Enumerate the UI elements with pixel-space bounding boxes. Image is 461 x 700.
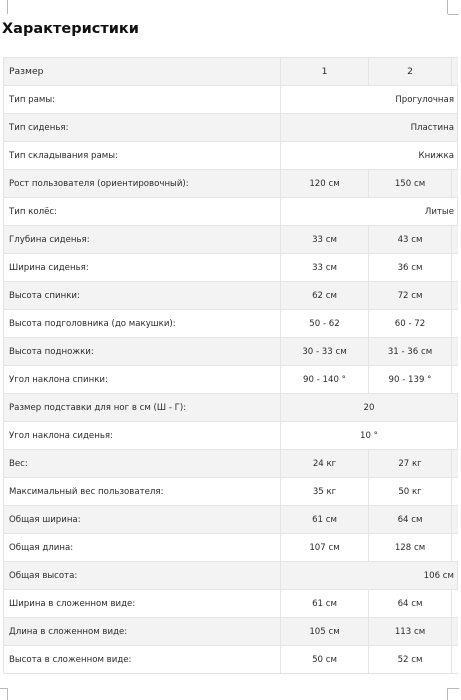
table-row bbox=[4, 590, 458, 618]
row-label: Высота подголовника (до макушки): bbox=[4, 310, 281, 338]
header-label: Размер bbox=[4, 58, 281, 86]
row-edge-cell bbox=[452, 506, 458, 534]
row-value-size-2: 60 - 72 bbox=[369, 310, 452, 338]
row-value-size-1: 35 кг bbox=[281, 478, 369, 506]
row-label: Ширина сиденья: bbox=[4, 254, 281, 282]
row-value-size-1: 50 см bbox=[281, 646, 369, 674]
row-value-all-sizes: Книжка bbox=[281, 142, 458, 170]
table-row bbox=[4, 506, 458, 534]
table-row bbox=[4, 254, 458, 282]
row-value-all-sizes: 10 ° bbox=[281, 422, 458, 450]
table-row bbox=[4, 646, 458, 674]
row-label: Тип сиденья: bbox=[4, 114, 281, 142]
table-row bbox=[4, 422, 458, 450]
row-label: Угол наклона спинки: bbox=[4, 366, 281, 394]
row-value-size-1: 61 см bbox=[281, 506, 369, 534]
row-label: Рост пользователя (ориентировочный): bbox=[4, 170, 281, 198]
row-edge-cell bbox=[452, 254, 458, 282]
header-edge-cell bbox=[452, 58, 458, 86]
row-value-size-1: 61 см bbox=[281, 590, 369, 618]
row-value-size-2: 64 см bbox=[369, 590, 452, 618]
table-row bbox=[4, 394, 458, 422]
row-value-size-1: 105 см bbox=[281, 618, 369, 646]
row-edge-cell bbox=[452, 282, 458, 310]
specs-table bbox=[3, 57, 458, 674]
row-value-all-sizes: Пластина bbox=[281, 114, 458, 142]
table-row bbox=[4, 450, 458, 478]
header-size-1: 1 bbox=[281, 58, 369, 86]
row-value-size-1: 107 см bbox=[281, 534, 369, 562]
row-value-all-sizes: Прогулочная bbox=[281, 86, 458, 114]
row-label: Глубина сиденья: bbox=[4, 226, 281, 254]
row-label: Максимальный вес пользователя: bbox=[4, 478, 281, 506]
crop-mark-bottom-left bbox=[7, 688, 8, 700]
table-row bbox=[4, 170, 458, 198]
row-value-size-1: 33 см bbox=[281, 254, 369, 282]
row-edge-cell bbox=[452, 170, 458, 198]
crop-mark-top-right-h bbox=[448, 14, 459, 15]
row-value-size-1: 30 - 33 см bbox=[281, 338, 369, 366]
row-edge-cell bbox=[452, 366, 458, 394]
row-value-size-1: 90 - 140 ° bbox=[281, 366, 369, 394]
row-edge-cell bbox=[452, 338, 458, 366]
row-value-size-2: 31 - 36 см bbox=[369, 338, 452, 366]
crop-mark-bottom-right bbox=[447, 688, 448, 700]
row-value-size-2: 72 см bbox=[369, 282, 452, 310]
crop-mark-bottom-right-h bbox=[448, 688, 459, 689]
crop-mark-top-right bbox=[447, 0, 448, 14]
row-value-all-sizes: 106 см bbox=[281, 562, 458, 590]
row-value-size-1: 50 - 62 bbox=[281, 310, 369, 338]
table-row bbox=[4, 366, 458, 394]
row-edge-cell bbox=[452, 478, 458, 506]
row-label: Ширина в сложенном виде: bbox=[4, 590, 281, 618]
row-edge-cell bbox=[452, 590, 458, 618]
row-value-size-2: 52 см bbox=[369, 646, 452, 674]
row-edge-cell bbox=[452, 310, 458, 338]
row-value-size-1: 120 см bbox=[281, 170, 369, 198]
row-label: Общая ширина: bbox=[4, 506, 281, 534]
row-label: Высота в сложенном виде: bbox=[4, 646, 281, 674]
row-value-size-1: 62 см bbox=[281, 282, 369, 310]
row-edge-cell bbox=[452, 618, 458, 646]
table-row bbox=[4, 226, 458, 254]
table-row bbox=[4, 86, 458, 114]
row-label: Угол наклона сиденья: bbox=[4, 422, 281, 450]
row-label: Вес: bbox=[4, 450, 281, 478]
row-value-size-2: 150 см bbox=[369, 170, 452, 198]
row-value-size-2: 113 см bbox=[369, 618, 452, 646]
row-value-size-2: 27 кг bbox=[369, 450, 452, 478]
row-edge-cell bbox=[452, 646, 458, 674]
page-title: Характеристики bbox=[2, 21, 139, 37]
header-size-2: 2 bbox=[369, 58, 452, 86]
row-label: Общая высота: bbox=[4, 562, 281, 590]
row-edge-cell bbox=[452, 226, 458, 254]
row-edge-cell bbox=[452, 450, 458, 478]
crop-mark-bottom-left-h bbox=[0, 688, 7, 689]
row-value-size-2: 128 см bbox=[369, 534, 452, 562]
row-value-size-1: 33 см bbox=[281, 226, 369, 254]
row-value-all-sizes: Литые bbox=[281, 198, 458, 226]
row-label: Тип колёс: bbox=[4, 198, 281, 226]
table-row bbox=[4, 282, 458, 310]
row-label: Общая длина: bbox=[4, 534, 281, 562]
row-value-size-2: 50 кг bbox=[369, 478, 452, 506]
row-label: Размер подставки для ног в см (Ш - Г): bbox=[4, 394, 281, 422]
row-value-size-2: 36 см bbox=[369, 254, 452, 282]
row-label: Высота подножки: bbox=[4, 338, 281, 366]
crop-mark-top-left bbox=[7, 0, 8, 14]
table-row bbox=[4, 310, 458, 338]
table-row bbox=[4, 142, 458, 170]
row-value-size-1: 24 кг bbox=[281, 450, 369, 478]
row-value-size-2: 90 - 139 ° bbox=[369, 366, 452, 394]
table-row bbox=[4, 478, 458, 506]
row-edge-cell bbox=[452, 534, 458, 562]
row-value-all-sizes: 20 bbox=[281, 394, 458, 422]
row-label: Тип складывания рамы: bbox=[4, 142, 281, 170]
table-row bbox=[4, 618, 458, 646]
row-value-size-2: 43 см bbox=[369, 226, 452, 254]
table-row bbox=[4, 534, 458, 562]
row-label: Высота спинки: bbox=[4, 282, 281, 310]
table-row bbox=[4, 198, 458, 226]
table-row bbox=[4, 114, 458, 142]
table-row bbox=[4, 338, 458, 366]
row-label: Длина в сложенном виде: bbox=[4, 618, 281, 646]
table-row bbox=[4, 562, 458, 590]
table-header-row bbox=[4, 58, 458, 86]
row-label: Тип рамы: bbox=[4, 86, 281, 114]
row-value-size-2: 64 см bbox=[369, 506, 452, 534]
